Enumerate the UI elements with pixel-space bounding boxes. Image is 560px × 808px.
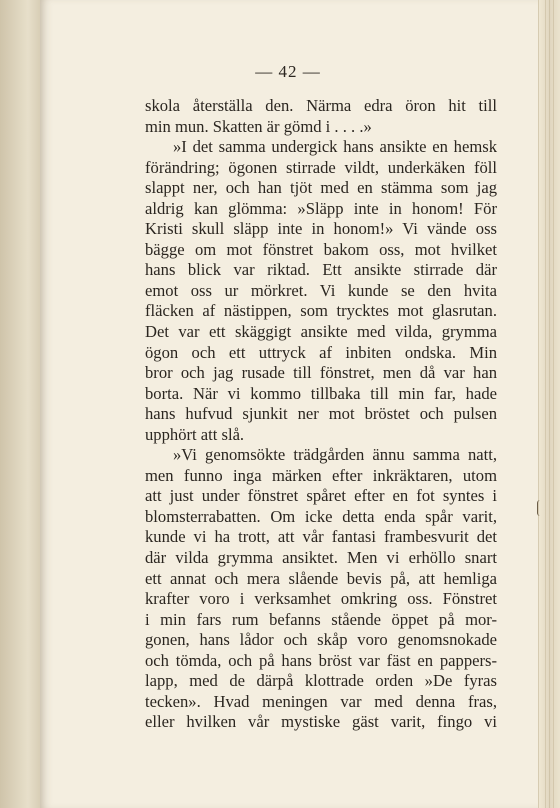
text-line: eller hvilken vår mystiske gäst varit, fingo vi — [145, 712, 497, 732]
text-line: men funno inga märken efter inkräktaren, utom — [145, 465, 497, 485]
page-edge-lines — [542, 0, 556, 808]
body-text — [145, 96, 497, 733]
text-line: skola återställa den. Närma edra öron hit till — [145, 96, 497, 115]
text-line: gonen, hans lådor och skåp voro genomsnokade — [145, 630, 497, 650]
text-line: upphört att slå. — [145, 424, 245, 444]
text-line: hans blick var riktad. Ett ansikte stirrade där — [145, 260, 497, 280]
text-line: i min fars rum befanns stående öppet på mor- — [145, 609, 497, 629]
text-line: Kristi skull släpp inte in honom!» Vi vände oss — [145, 219, 497, 239]
text-line: Det var ett skäggigt ansikte med vilda, grymma — [145, 322, 497, 342]
text-line: blomsterrabatten. Om icke detta enda spår varit, — [145, 506, 497, 526]
text-line: aldrig kan glömma: »Släpp inte in honom! För — [145, 198, 497, 218]
text-line: kunde vi ha trott, att vår fantasi frambesvurit det — [145, 527, 497, 547]
text-line: slappt ner, och han tjöt med en stämma som jag — [145, 178, 497, 198]
text-line: min mun. Skatten är gömd i . . . .» — [145, 116, 372, 136]
text-line: »I det samma undergick hans ansikte en hemsk — [173, 137, 497, 157]
text-line: tecken». Hvad meningen var med denna fras, — [145, 691, 497, 711]
text-line: lapp, med de därpå klottrade orden »De fyras — [145, 671, 497, 691]
text-line: bägge om mot fönstret bakom oss, mot hvilket — [145, 239, 497, 259]
text-line: hans hufvud sjunkit ner mot bröstet och pulsen — [145, 404, 497, 424]
text-line: borta. När vi kommo tillbaka till min far, hade — [145, 383, 497, 403]
book-gutter — [0, 0, 40, 808]
text-line: förändring; ögonen stirrade vildt, underkäken föll — [145, 157, 497, 177]
text-line: ett annat och mera slående bevis på, att hemliga — [145, 568, 497, 588]
text-line: krafter voro i verksamhet omkring oss. Fönstret — [145, 589, 497, 609]
text-line: »Vi genomsökte trädgården ännu samma natt, — [173, 445, 497, 465]
text-line: bror och jag rusade till fönstret, men då var han — [145, 363, 497, 383]
text-line: och tömda, och på hans bröst var fäst en pappers- — [145, 650, 497, 670]
ink-mark — [537, 500, 544, 516]
text-line: där vilda grymma ansiktet. Men vi erhöllo snart — [145, 548, 497, 568]
text-line: att just under fönstret spåret efter en fot syntes i — [145, 486, 497, 506]
text-line: ögon och ett uttryck af inbiten ondska. Min — [145, 342, 497, 362]
text-line: fläcken af nästippen, som trycktes mot glasrutan. — [145, 301, 497, 321]
text-line: emot oss ur mörkret. Vi kunde se den hvita — [145, 280, 497, 300]
page-number: — 42 — — [255, 62, 321, 81]
